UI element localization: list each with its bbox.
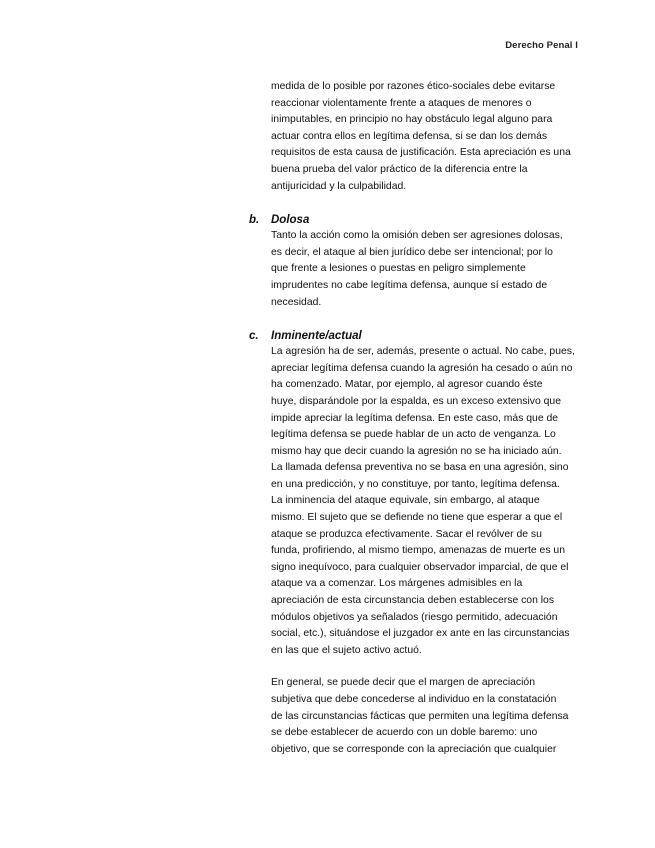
text-line: módulos objetivos ya señalados (riesgo permitido, adecuación [271, 611, 558, 623]
text-line: signo inequívoco, para cualquier observador imparcial, de que el [271, 561, 569, 573]
text-line: es decir, el ataque al bien jurídico debe ser intencional; por lo [271, 246, 553, 258]
text-line: La agresión ha de ser, además, presente o actual. No cabe, pues, [271, 346, 575, 358]
text-line: ha comenzado. Matar, por ejemplo, al agresor cuando éste [271, 379, 543, 391]
text-line: inimputables, en principio no hay obstáculo legal alguno para [271, 114, 553, 126]
section-heading-dolosa [249, 212, 581, 228]
text-line: apreciación de esta circunstancia deben establecerse con los [271, 595, 555, 607]
text-line: reaccionar violentamente frente a ataques de menores o [271, 97, 532, 109]
text-line: en las que el sujeto activo actuó. [271, 644, 422, 656]
text-line: antijuricidad y la culpabilidad. [271, 180, 407, 192]
text-line: ataque se produzca efectivamente. Sacar el revólver de su [271, 528, 542, 540]
section-letter: c. [249, 330, 259, 343]
text-line: La inminencia del ataque equivale, sin embargo, al ataque [271, 495, 540, 507]
text-line: mismo hay que decir cuando la agresión no se ha iniciado aún. [271, 445, 562, 457]
text-line: actuar contra ellos en legítima defensa, si se dan los demás [271, 130, 548, 142]
text-line: en una predicción, y no constituye, por tanto, legítima defensa. [271, 478, 560, 490]
text-line: impide apreciar la legítima defensa. En este caso, más que de [271, 412, 559, 424]
text-line: imprudentes no cabe legítima defensa, aunque sí estado de [271, 279, 548, 291]
text-line: huye, disparándole por la espalda, es un exceso extensivo que [271, 395, 561, 407]
text-line: medida de lo posible por razones ético-sociales debe evitarse [271, 81, 556, 92]
text-line: La llamada defensa preventiva no se basa en una agresión, sino [271, 462, 569, 474]
text-line: funda, profiriendo, al mismo tiempo, amenazas de muerte es un [271, 545, 565, 557]
text-line: requisitos de esta causa de justificación. Esta apreciación es una [271, 147, 571, 159]
text-line: mismo. El sujeto que se defiende no tiene que esperar a que el [271, 512, 563, 524]
section-heading-inminente [249, 328, 581, 344]
text-line: social, etc.), situándose el juzgador ex ante en las circunstancias [271, 628, 570, 640]
text-line: buena prueba del valor práctico de la diferencia entre la [271, 163, 528, 175]
paragraph-spacer [271, 659, 581, 675]
text-line: objetivo, que se corresponde con la apreciación que cualquier [271, 743, 557, 755]
section-title-text: Dolosa [271, 214, 310, 227]
text-line: subjetiva que debe concederse al individuo en la constatación [271, 694, 557, 705]
section-letter: b. [249, 214, 260, 227]
text-line: En general, se puede decir que el margen de apreciación [271, 677, 535, 689]
text-line: apreciar legítima defensa cuando la agresión ha cesado o aún no [271, 362, 573, 374]
running-header: Derecho Penal I [505, 40, 578, 51]
text-line: de las circunstancias fácticas que permiten una legítima defensa [271, 710, 569, 722]
text-line: necesidad. [271, 296, 322, 308]
section-paragraph [271, 228, 581, 311]
section-title-text: Inminente/actual [271, 330, 362, 343]
text-line: legítima defensa se puede hablar de un acto de venganza. Lo [271, 429, 556, 441]
text-line: se debe establecer de acuerdo con un doble baremo: uno [271, 727, 538, 739]
text-line: que frente a lesiones o puestas en peligro simplemente [271, 263, 526, 275]
section-paragraph [271, 344, 581, 659]
page-body [249, 79, 581, 758]
text-line: ataque va a comenzar. Los márgenes admisibles en la [271, 578, 523, 590]
text-line: Tanto la acción como la omisión deben ser agresiones dolosas, [271, 230, 563, 242]
intro-paragraph [271, 79, 581, 195]
section-paragraph-continued [271, 675, 581, 758]
